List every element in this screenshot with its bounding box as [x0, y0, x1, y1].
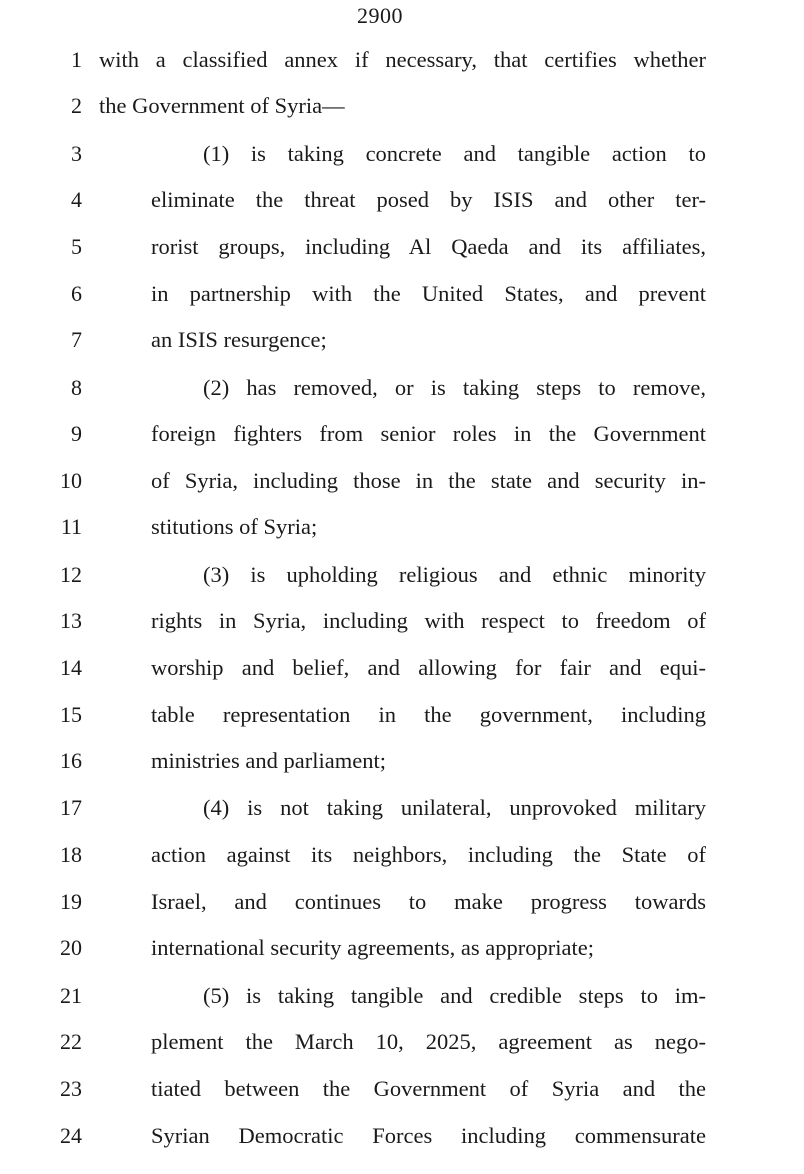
line-number: 6: [71, 281, 82, 306]
line-text: (2) has removed, or is taking steps to remove,: [203, 375, 706, 400]
text-line: [0, 933, 804, 979]
text-line: [0, 746, 804, 792]
line-text: of Syria, including those in the state and security in-: [151, 468, 706, 493]
line-number: 9: [71, 421, 82, 446]
line-text: (4) is not taking unilateral, unprovoked military: [203, 795, 706, 820]
line-number: 2: [71, 93, 82, 118]
text-line: [0, 653, 804, 699]
text-line: [0, 793, 804, 839]
text-line: [0, 560, 804, 606]
text-line: [0, 185, 804, 231]
line-number: 16: [60, 748, 82, 773]
text-line: [0, 1074, 804, 1120]
line-text: Syrian Democratic Forces including commensurate: [151, 1123, 706, 1148]
line-text: in partnership with the United States, and prevent: [151, 281, 706, 306]
line-text: rights in Syria, including with respect to freedom of: [151, 608, 706, 633]
text-line: [0, 700, 804, 746]
text-line: [0, 279, 804, 325]
line-number: 1: [71, 47, 82, 72]
line-text: the Government of Syria—: [99, 93, 345, 118]
text-line: [0, 373, 804, 419]
line-number: 12: [60, 562, 82, 587]
line-number: 24: [60, 1123, 82, 1148]
text-line: [0, 887, 804, 933]
line-text: plement the March 10, 2025, agreement as nego-: [151, 1029, 706, 1054]
line-text: an ISIS resurgence;: [151, 327, 327, 352]
line-text: foreign fighters from senior roles in the Government: [151, 421, 706, 446]
text-line: [0, 91, 804, 137]
line-text: table representation in the government, including: [151, 702, 706, 727]
line-text: (5) is taking tangible and credible steps to im-: [203, 983, 706, 1008]
text-line: [0, 139, 804, 185]
line-number: 3: [71, 141, 82, 166]
text-line: [0, 325, 804, 371]
line-number: 4: [71, 187, 82, 212]
text-line: [0, 419, 804, 465]
line-number: 5: [71, 234, 82, 259]
line-number: 23: [60, 1076, 82, 1101]
line-number: 13: [60, 608, 82, 633]
line-text: rorist groups, including Al Qaeda and its affiliates,: [151, 234, 706, 259]
text-line: [0, 232, 804, 278]
line-number: 17: [60, 795, 82, 820]
line-text: eliminate the threat posed by ISIS and other ter-: [151, 187, 706, 212]
text-line: [0, 512, 804, 558]
line-number: 7: [71, 327, 82, 352]
line-number: 18: [60, 842, 82, 867]
text-line: [0, 606, 804, 652]
line-text: Israel, and continues to make progress towards: [151, 889, 706, 914]
line-number: 11: [60, 514, 82, 539]
text-line: [0, 466, 804, 512]
line-text: (1) is taking concrete and tangible action to: [203, 141, 706, 166]
line-number: 8: [71, 375, 82, 400]
page-number: 2900: [357, 3, 403, 28]
line-number: 22: [60, 1029, 82, 1054]
line-text: ministries and parliament;: [151, 748, 386, 773]
line-number: 15: [60, 702, 82, 727]
line-number: 19: [60, 889, 82, 914]
text-line: [0, 1121, 804, 1167]
line-text: with a classified annex if necessary, that certifies whether: [99, 47, 706, 72]
text-line: [0, 840, 804, 886]
text-line: [0, 45, 804, 91]
line-number: 21: [60, 983, 82, 1008]
line-text: international security agreements, as appropriate;: [151, 935, 594, 960]
line-text: worship and belief, and allowing for fair and equi-: [151, 655, 706, 680]
line-text: action against its neighbors, including the State of: [151, 842, 706, 867]
line-text: stitutions of Syria;: [151, 514, 318, 539]
line-number: 10: [60, 468, 82, 493]
line-number: 20: [60, 935, 82, 960]
line-text: (3) is upholding religious and ethnic minority: [203, 562, 706, 587]
text-line: [0, 1027, 804, 1073]
text-line: [0, 981, 804, 1027]
line-text: tiated between the Government of Syria and the: [151, 1076, 706, 1101]
line-number: 14: [60, 655, 82, 680]
